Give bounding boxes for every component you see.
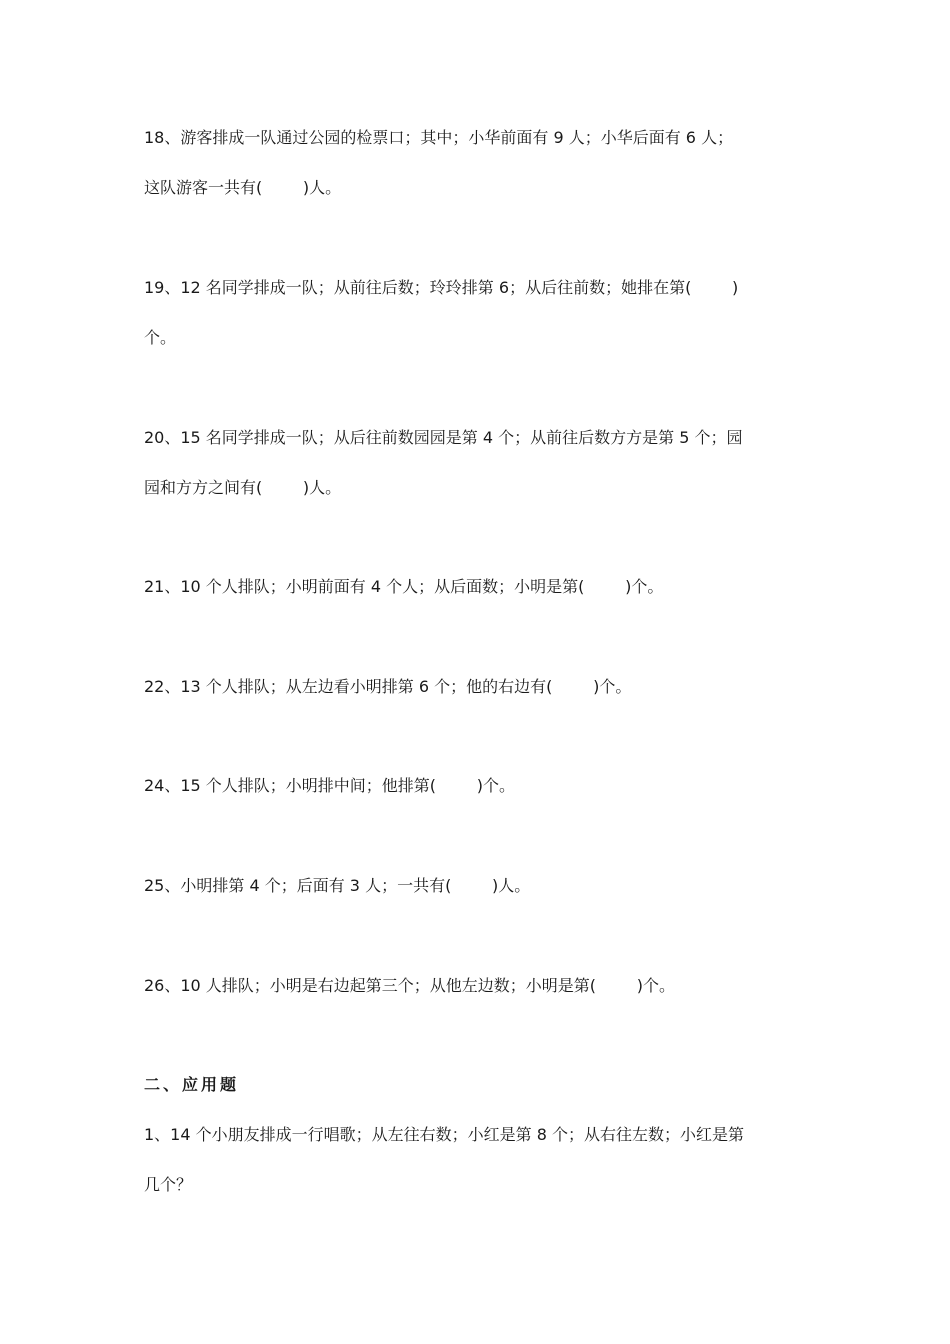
question-18-line-1: 18、游客排成一队通过公园的检票口；其中；小华前面有 9 人；小华后面有 6 人； (144, 128, 734, 147)
problem-1-line-1: 1、14 个小朋友排成一行唱歌；从左往右数；小红是第 8 个；从右往左数；小红是第 (144, 1125, 744, 1144)
question-24-line-1: 24、15 个人排队；小明排中间；他排第( )个。 (144, 776, 515, 795)
question-20-line-1: 20、15 名同学排成一队；从后往前数园园是第 4 个；从前往后数方方是第 5 个；园 (144, 428, 743, 447)
question-20-line-2: 园和方方之间有( )人。 (144, 478, 342, 497)
question-19-line-2: 个。 (144, 328, 177, 347)
question-21-line-1: 21、10 个人排队；小明前面有 4 个人；从后面数；小明是第( )个。 (144, 577, 664, 596)
question-22-line-1: 22、13 个人排队；从左边看小明排第 6 个；他的右边有( )个。 (144, 677, 632, 696)
question-18-line-2: 这队游客一共有( )人。 (144, 178, 342, 197)
section-heading: 二、应用题 (144, 1075, 240, 1094)
question-25-line-1: 25、小明排第 4 个；后面有 3 人；一共有( )人。 (144, 876, 531, 895)
question-19-line-1: 19、12 名同学排成一队；从前往后数；玲玲排第 6；从后往前数；她排在第( ) (144, 278, 739, 297)
problem-1-line-2: 几个？ (144, 1175, 193, 1194)
question-26-line-1: 26、10 人排队；小明是右边起第三个；从他左边数；小明是第( )个。 (144, 976, 675, 995)
